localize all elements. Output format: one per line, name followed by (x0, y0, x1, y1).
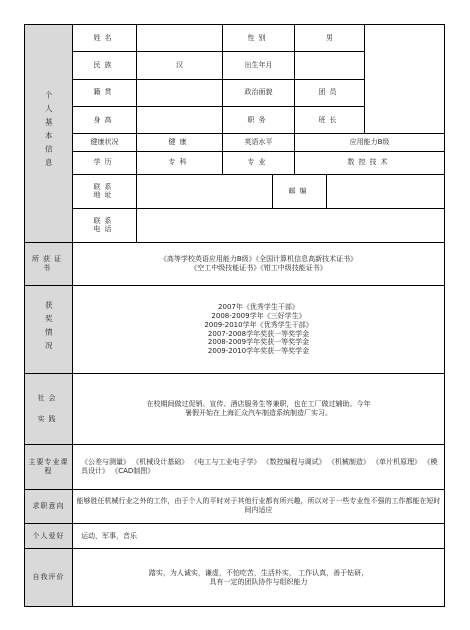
profession-value: 数控技术 (295, 151, 445, 174)
english-value: 应用能力B级 (295, 134, 445, 151)
awards-label: 获奖情况 (25, 286, 73, 374)
awards-content: 2007年《优秀学生干部》 2008-2009学年《三好学生》 2009-2010学年《优秀学生干部》 2007-2008学年奖获一等奖学金 2008-2009学年奖获一等奖学金 2009-2010学年奖获一等奖学金 (73, 286, 445, 374)
health-value: 健康 (137, 134, 223, 151)
objective-label: 求职意向 (25, 489, 73, 523)
birth-value (295, 52, 365, 79)
phone-label: 联系 电话 (73, 209, 137, 242)
certificates-label: 所获证书 (25, 242, 73, 286)
political-value: 团员 (295, 79, 365, 106)
health-label: 健康状况 (73, 134, 137, 151)
ethnicity-value: 汉 (137, 52, 223, 79)
height-value (137, 106, 223, 133)
hobbies-label: 个人爱好 (25, 523, 73, 548)
education-value: 专科 (137, 151, 223, 174)
gender-value: 男 (295, 25, 365, 52)
objective-content: 能够胜任机械行业之外的工作，由于个人的平时对于其他行业都有所兴趣，所以对于一些专业性不强的工作都能在短时间内适应 (73, 489, 445, 523)
self-eval-label: 自我评价 (25, 549, 73, 607)
profession-label: 专业 (223, 151, 295, 174)
english-label: 英语水平 (223, 134, 295, 151)
postcode-label: 邮编 (273, 174, 327, 208)
courses-content: 《公差与测量》 《机械设计基础》 《电工与工业电子学》 《数控编程与调试》 《机械制造》 《单片机原理》 《模具设计》 《CAD制图》 (73, 444, 445, 489)
political-label: 政治面貌 (223, 79, 295, 106)
height-label: 身高 (73, 106, 137, 133)
phone-value (137, 209, 445, 242)
photo-box (365, 25, 445, 134)
position-label: 职务 (223, 106, 295, 133)
position-value: 班长 (295, 106, 365, 133)
hometown-label: 籍贯 (73, 79, 137, 106)
address-label: 联系 地址 (73, 174, 137, 208)
ethnicity-label: 民族 (73, 52, 137, 79)
resume-table (24, 24, 445, 607)
self-eval-content: 踏实，为人诚实，谦虚，不怕吃苦，生活朴实， 工作认真，善于钻研， 具有一定的团队协作与组织能力 (73, 549, 445, 607)
practice-label: 社会 实践 (25, 374, 73, 445)
education-label: 学历 (73, 151, 137, 174)
hobbies-content: 运动，军事，音乐 (73, 523, 445, 548)
certificates-content: 《高等学校英语应用能力B级》《全国计算机信息高新技术证书》 《空工中级技能证书》《钳工中级技能证书》 (73, 242, 445, 286)
birth-label: 出生年月 (223, 52, 295, 79)
personal-section-label: 个人基本信息 (25, 25, 73, 243)
practice-content: 在校期间做过促销、宣传、酒店服务生等兼职，也在工厂做过辅助。今年 暑假开始在上海汇众汽车制造系统制造厂实习。 (73, 374, 445, 445)
address-value (137, 174, 273, 208)
name-label: 姓名 (73, 25, 137, 52)
gender-label: 性别 (223, 25, 295, 52)
postcode-value (327, 174, 445, 208)
courses-label: 主要专业课程 (25, 444, 73, 489)
name-value (137, 25, 223, 52)
hometown-value (137, 79, 223, 106)
